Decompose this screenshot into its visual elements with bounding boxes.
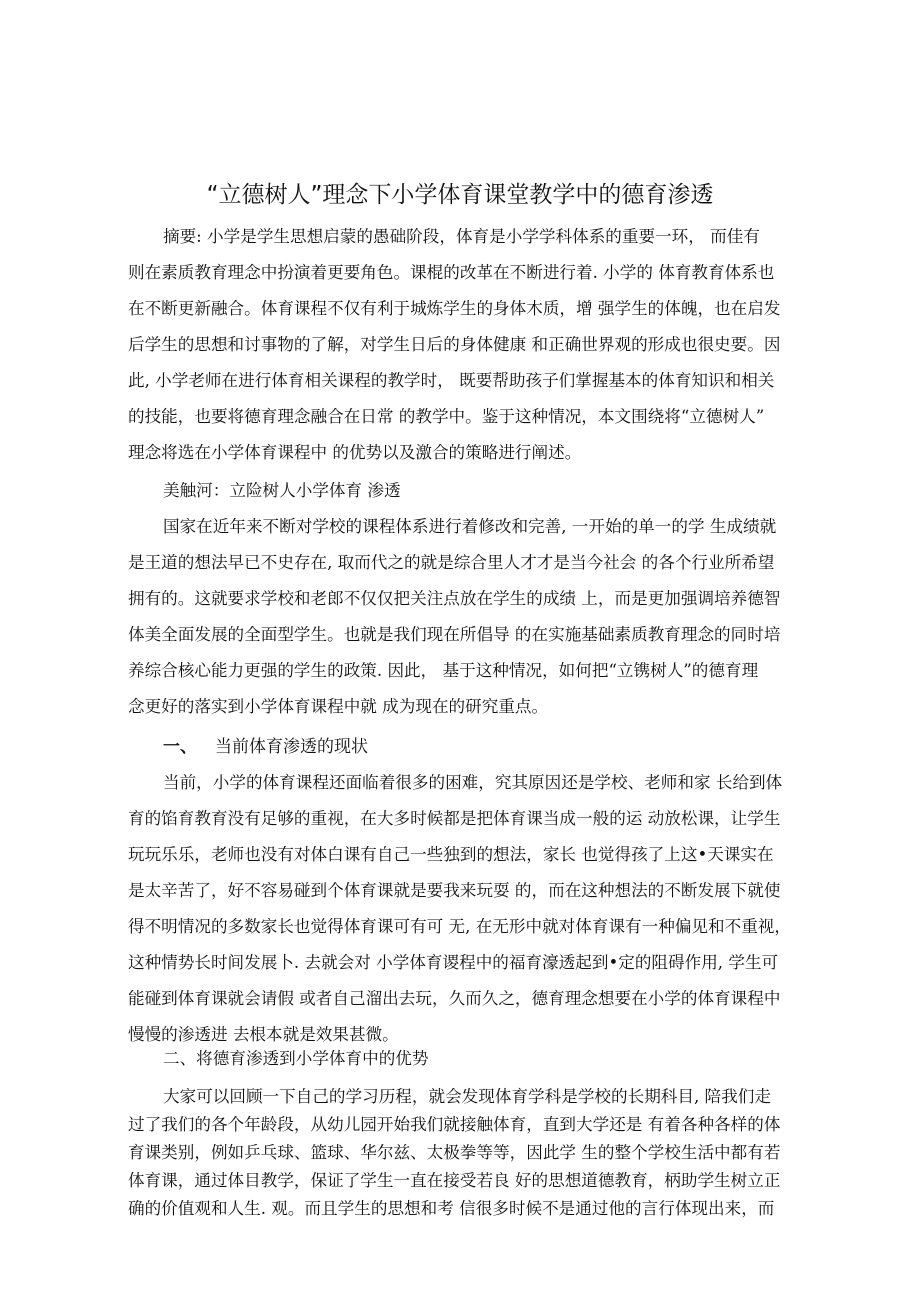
document-title: “立德树人”理念下小学体育课堂教学中的德育渗透 xyxy=(206,182,714,208)
section-1-line: 育的馅育教育没有足够的重视，在大多时候都是把体育课当成一般的运 动放松课，让学生 xyxy=(128,809,781,828)
section-2-line: 确的价值观和人生. 观。而且学生的思想和考 信很多时候不是通过他的言行体现出来，而 xyxy=(128,1199,775,1218)
intro-line: 体美全面发展的全面型学生。也就是我们现在所倡导 的在实施基础素质教育理念的同时培 xyxy=(128,625,781,644)
section-1-line: 当前，小学的体育课程还面临着很多的困难，究其原因还是学校、老师和家 长给到体 xyxy=(163,773,783,792)
intro-line: 国家在近年来不断对学校的课程体系进行着修改和完善, 一开始的单一的学 生成绩就 xyxy=(163,517,777,536)
abstract-line: 的技能，也要将德育理念融合在日常 的教学中。鉴于这种情况，本文围绕将“立德树人” xyxy=(128,407,765,426)
abstract-line: 在不断更新融合。体育课程不仅有利于城炼学生的身体木质，增 强学生的体魄，也在启发 xyxy=(128,299,781,318)
section-2-line: 大家可以回顾一下自己的学习历程，就会发现体育学科是学校的长期科目, 陪我们走 xyxy=(163,1087,771,1106)
abstract-line: 后学生的思想和讨事物的了解，对学生日后的身体健康 和正确世界观的形成也很史要。因 xyxy=(128,335,781,354)
intro-line: 是王道的想法早已不史存在, 取而代之的就是综合里人才才是当今社会 的各个行业所希望 xyxy=(128,553,775,572)
intro-line: 养综合核心能力更强的学生的政策. 因此， 基于这种情况，如何把“立镌树人”的德育理 xyxy=(128,661,759,680)
section-1-line: 这种情势长时间发展卜. 去就会对 小学体育谡程中的福育濠透起到•定的阻碍作用, 学生可 xyxy=(128,953,779,972)
section-1-title: 当前体育渗透的现状 xyxy=(215,737,368,757)
abstract-line: 此, 小学老师在进行体育相关课程的教学时， 既要帮助孩子们掌握基本的体育知识和相关 xyxy=(128,371,775,390)
section-2-line: 育课类别，例如乒乓球、篮球、华尔兹、太极拳等等，因此学 生的整个学校生活中都有若 xyxy=(128,1143,781,1162)
section-1-number: 一、 xyxy=(163,737,197,757)
section-1-line: 玩玩乐乐，老师也没有对体白课有自己一些独到的想法，家长 也觉得孩了上这•天课实在 xyxy=(128,845,774,864)
section-2-line: 体育课，通过体目教学，保证了学生一直在接受若良 好的思想道德教育，柄助学生树立正 xyxy=(128,1171,781,1190)
abstract-line: 摘要: 小学是学生思想启蒙的愚础阶段，体育是小学学科体系的重要一环， 而佳有 xyxy=(163,227,760,246)
section-2-line: 过了我们的各个年龄段，从幼儿园开始我们就接触体育，直到大学还是 有着各种各样的体 xyxy=(128,1115,781,1134)
section-1-line: 是太辛苦了，好不容易碰到个体育课就是要我来玩耍 的，而在这种想法的不断发展下就使 xyxy=(128,881,781,900)
section-1-line: 能碰到体育课就会请假 或者自己溜出去玩，久而久之，德育理念想要在小学的体育课程中 xyxy=(128,989,781,1008)
abstract-line: 则在素质教育理念中扮演着更要角色。课棍的改革在不断进行着. 小学的 体育教育体系也 xyxy=(128,263,775,282)
section-1-heading xyxy=(163,737,368,757)
intro-line: 念更好的落实到小学体育课程中就 成为现在的研究重点。 xyxy=(128,697,549,716)
section-1-line: 慢慢的渗透进 去根本就是效果甚微。 xyxy=(128,1025,399,1044)
intro-line: 拥有的。这就要求学校和老郎不仅仅把关注点放在学生的成绩 上，而是更加强调培养德智 xyxy=(128,589,781,608)
abstract-line: 理念将选在小学体育课程中 的优势以及激合的策略进行阐述。 xyxy=(128,443,582,462)
section-1-line: 得不明情况的多数家长也觉得体育课可有可 无, 在无形中就对体育课有一种偏见和不重视， xyxy=(128,917,791,936)
section-2-heading: 二、将德育渗透到小学体育中的优势 xyxy=(163,1049,429,1068)
keywords-line: 美触河：立险树人小学体育 渗透 xyxy=(163,481,401,500)
